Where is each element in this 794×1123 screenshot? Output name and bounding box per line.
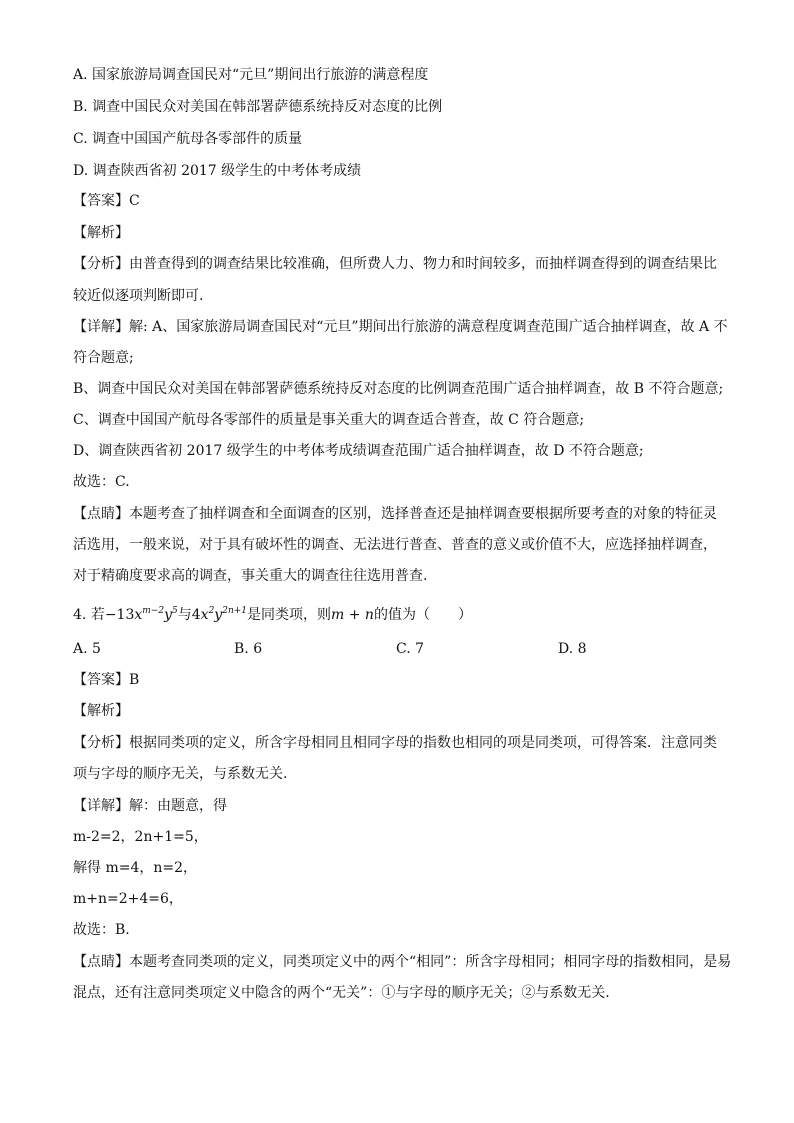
term2-x-exp: 2 — [208, 606, 215, 616]
q4-fenxi-line2: 项与字母的顺序无关，与系数无关. — [73, 766, 288, 782]
q4-dianjing-line2: 混点，还有注意同类项定义中隐含的两个“无关”：①与字母的顺序无关；②与系数无关. — [73, 985, 610, 1001]
xiangjie-text: 解: A、国家旅游局调查国民对“元旦”期间出行旅游的满意程度调查范围广适合抽样调查，故 A 不 — [129, 319, 728, 335]
dianjing-tag: 【点睛】 — [73, 506, 129, 522]
q3-option-c: C. 调查中国国产航母各零部件的质量 — [73, 131, 303, 147]
xiangjie-text: 解：由题意，得 — [129, 798, 227, 814]
q3-choose: 故选：C. — [73, 474, 130, 490]
term1-y: y — [164, 607, 172, 623]
q3-fenxi-line1 — [73, 255, 717, 273]
term1-y-exp: 5 — [172, 606, 178, 616]
q3-option-a: A. 国家旅游局调查国民对“元旦”期间出行旅游的满意程度 — [73, 67, 429, 83]
q4-after: 是同类项，则 — [247, 607, 332, 623]
xiangjie-tag: 【详解】 — [73, 798, 129, 814]
fenxi-text: 根据同类项的定义，所含字母相同且相同字母的指数也相同的项是同类项，可得答案．注意同类 — [129, 735, 717, 751]
q4-term2 — [192, 607, 247, 623]
q4-options — [73, 640, 693, 658]
q3-xiangjie-line4: C、调查中国国产航母各零部件的质量是事关重大的调查适合普查，故 C 符合题意; — [73, 412, 585, 428]
q3-fenxi-line2: 较近似逐项判断即可. — [73, 288, 204, 304]
q3-analysis-tag: 【解析】 — [73, 225, 129, 241]
fenxi-tag: 【分析】 — [73, 735, 129, 751]
answer-value: B — [129, 672, 140, 688]
q3-option-b: B. 调查中国民众对美国在韩部署萨德系统持反对态度的比例 — [73, 99, 443, 115]
q3-xiangjie-line5: D、调查陕西省初 2017 级学生的中考体考成绩调查范围广适合抽样调查，故 D 不符合题意; — [73, 443, 644, 459]
term2-coef: 4 — [191, 607, 201, 623]
q4-step1: m-2=2，2n+1=5， — [73, 829, 208, 845]
q3-dianjing-line1 — [73, 505, 717, 523]
q4-step3: m+n=2+4=6， — [73, 891, 183, 907]
dianjing-text: 本题考查了抽样调查和全面调查的区别，选择普查还是抽样调查要根据所要考查的对象的特征灵 — [129, 506, 717, 522]
term1-coef: −13 — [104, 607, 135, 623]
answer-tag: 【答案】 — [73, 672, 129, 688]
answer-value: C — [129, 193, 140, 209]
term2-y: y — [214, 607, 223, 623]
xiangjie-tag: 【详解】 — [73, 319, 129, 335]
q4-number: 4. 若 — [73, 607, 105, 623]
fenxi-text: 由普查得到的调查结果比较准确，但所费人力、物力和时间较多，而抽样调查得到的调查结果比 — [129, 256, 717, 272]
q3-xiangjie-line3: B、调查中国民众对美国在韩部署萨德系统持反对态度的比例调查范围广适合抽样调查，故 B 不符合题意; — [73, 381, 724, 397]
q4-step2: 解得 m=4，n=2， — [73, 860, 198, 876]
q3-option-d: D. 调查陕西省初 2017 级学生的中考体考成绩 — [73, 163, 362, 179]
q4-term1 — [105, 607, 178, 623]
q3-dianjing-line3: 对于精确度要求高的调查，事关重大的调查往往选用普查. — [73, 568, 428, 584]
q3-answer — [73, 192, 140, 210]
q4-dianjing-line1 — [73, 953, 731, 971]
q4-mid: 与 — [177, 607, 192, 623]
fenxi-tag: 【分析】 — [73, 256, 129, 272]
q4-option-b: B. 6 — [234, 641, 263, 657]
q4-xiangjie-line1 — [73, 797, 227, 815]
q4-tail: 的值为（ ） — [373, 607, 472, 623]
q3-dianjing-line2: 活选用，一般来说，对于具有破坏性的调查、无法进行普查、普查的意义或价值不大，应选择抽样调查， — [73, 537, 717, 553]
q4-option-d: D. 8 — [558, 641, 587, 657]
q4-choose: 故选：B. — [73, 922, 130, 938]
dianjing-text: 本题考查同类项的定义，同类项定义中的两个“相同”：所含字母相同；相同字母的指数相同，是易 — [129, 954, 732, 970]
term2-y-exp: 2n+1 — [222, 606, 248, 616]
q3-xiangjie-line2: 符合题意; — [73, 350, 134, 366]
q3-xiangjie-line1 — [73, 318, 728, 336]
q4-answer — [73, 671, 139, 689]
q4-expr: m + n — [331, 607, 374, 623]
term1-x: x — [134, 607, 143, 623]
answer-tag: 【答案】 — [73, 193, 129, 209]
dianjing-tag: 【点睛】 — [73, 954, 129, 970]
q4-analysis-tag: 【解析】 — [73, 703, 129, 719]
term1-x-exp: m−2 — [142, 606, 165, 616]
q4-question — [73, 602, 472, 624]
term2-x: x — [200, 607, 209, 623]
q4-option-c: C. 7 — [396, 641, 425, 657]
q4-option-a: A. 5 — [73, 641, 101, 657]
q4-fenxi-line1 — [73, 734, 717, 752]
